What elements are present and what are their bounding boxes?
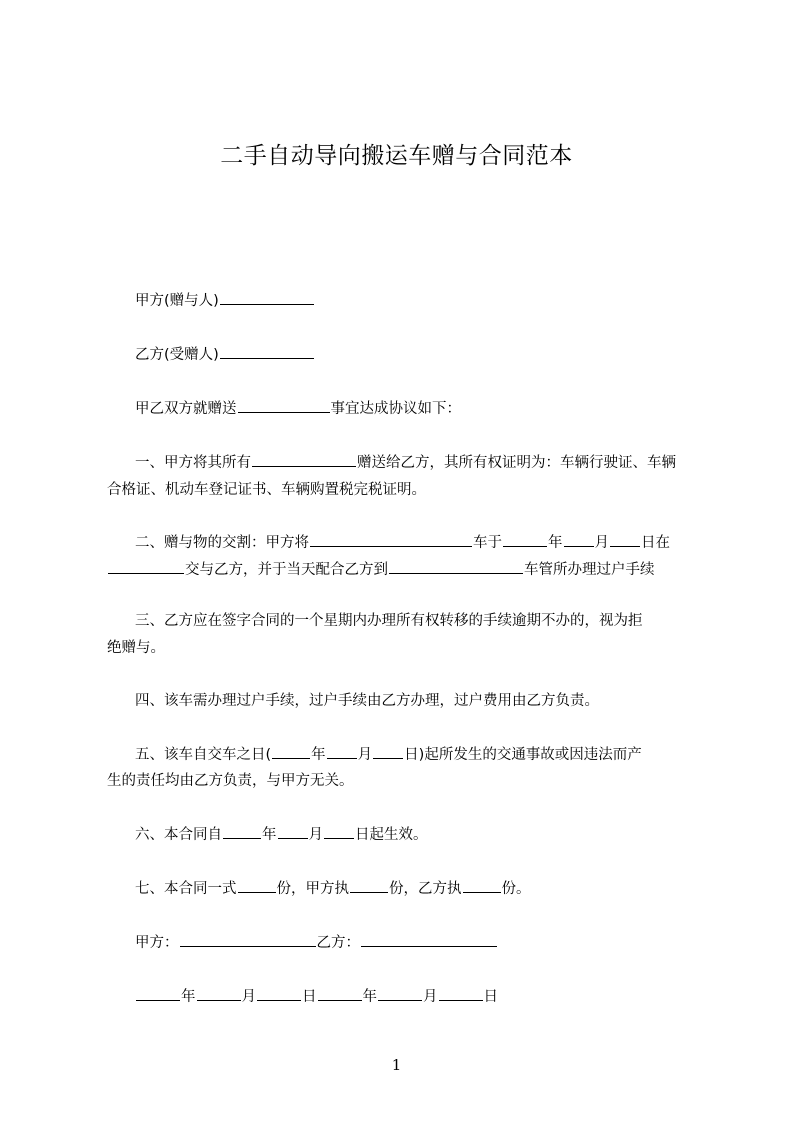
clause-5-year-label: 年	[311, 747, 326, 763]
clause-7-line	[107, 878, 735, 899]
clause-5-line-1	[107, 744, 735, 765]
party-a-date-month-blank[interactable]	[197, 986, 241, 1001]
party-a-label: 甲方(赠与人)	[135, 293, 219, 309]
party-a-blank[interactable]	[220, 290, 314, 305]
clause-2-text-end: 车管所办理过户手续	[524, 562, 655, 578]
clause-5-text: 五、该车自交车之日(	[135, 747, 272, 763]
page-number: 1	[391, 1056, 402, 1074]
party-a-date-month-label: 月	[241, 989, 256, 1005]
clause-2-place-blank[interactable]	[108, 559, 184, 574]
signature-party-b-label: 乙方：	[316, 935, 360, 951]
clause-3-line-2	[107, 638, 707, 658]
intro-text-end: 事宜达成协议如下：	[330, 401, 461, 417]
clause-2-text-car: 车于	[473, 535, 502, 551]
clause-7-party-a-text: 份，甲方执	[276, 881, 349, 897]
clause-5-year-blank[interactable]	[272, 744, 310, 759]
clause-5-day-blank[interactable]	[373, 744, 403, 759]
party-a-date-year-blank[interactable]	[136, 986, 180, 1001]
clause-6-text-end: 日起生效。	[355, 827, 428, 843]
party-b-date-day-blank[interactable]	[439, 986, 483, 1001]
clause-7-text: 七、本合同一式	[135, 881, 237, 897]
clause-2-month-label: 月	[594, 535, 609, 551]
clause-2-month-blank[interactable]	[564, 532, 594, 547]
clause-5-month-label: 月	[357, 747, 373, 763]
party-b-date-month-label: 月	[423, 989, 438, 1005]
clause-5-text-cont: 日)起所发生的交通事故或因违法而产	[404, 747, 642, 763]
clause-2-line-2	[107, 559, 707, 580]
gift-item-blank[interactable]	[238, 398, 330, 413]
clause-2-year-blank[interactable]	[503, 532, 547, 547]
signature-line	[107, 932, 735, 953]
party-a-date-day-label: 日	[302, 989, 317, 1005]
clause-7-party-a-copies-blank[interactable]	[350, 878, 388, 893]
signature-party-a-blank[interactable]	[180, 932, 316, 947]
clause-5-text-end: 生的责任均由乙方负责，与甲方无关。	[107, 773, 354, 789]
clause-7-party-b-text: 份，乙方执	[389, 881, 462, 897]
clause-3-text: 三、乙方应在签字合同的一个星期内办理所有权转移的手续逾期不办的，视为拒	[135, 613, 643, 629]
clause-6-month-label: 月	[308, 827, 323, 843]
party-b-date-day-label: 日	[483, 989, 498, 1005]
clause-2-line-1	[107, 532, 735, 553]
party-a-date-year-label: 年	[181, 989, 196, 1005]
signature-party-b-blank[interactable]	[361, 932, 497, 947]
clause-7-text-end: 份。	[501, 881, 531, 897]
clause-1-line-1	[107, 452, 735, 473]
clause-2-day-label: 日在	[641, 535, 670, 551]
intro-text: 甲乙双方就赠送	[135, 401, 237, 417]
clause-1-text: 一、甲方将其所有	[135, 455, 251, 471]
intro-line	[107, 398, 735, 419]
clause-6-year-label: 年	[262, 827, 277, 843]
clause-2-text: 二、赠与物的交割：甲方将	[135, 535, 309, 551]
clause-2-year-label: 年	[548, 535, 563, 551]
clause-4-line	[107, 691, 735, 711]
clause-1-line-2	[107, 480, 707, 500]
clause-5-line-2	[107, 771, 707, 791]
clause-1-vehicle-blank[interactable]	[252, 452, 356, 467]
clause-1-text-end: 合格证、机动车登记证书、车辆购置税完税证明。	[107, 482, 426, 498]
clause-3-text-end: 绝赠与。	[107, 640, 165, 656]
party-b-date-year-label: 年	[362, 989, 377, 1005]
clause-6-text: 六、本合同自	[135, 827, 222, 843]
clause-5-month-blank[interactable]	[327, 744, 357, 759]
party-b-label: 乙方(受赠人)	[135, 347, 219, 363]
signature-date-line	[107, 986, 735, 1007]
clause-1-text-cont: 赠送给乙方，其所有权证明为：车辆行驶证、车辆	[357, 455, 676, 471]
document-title: 二手自动导向搬运车赠与合同范本	[220, 143, 573, 169]
clause-4-text: 四、该车需办理过户手续，过户手续由乙方办理，过户费用由乙方负责。	[135, 693, 599, 709]
clause-6-line	[107, 824, 735, 845]
party-b-line	[107, 344, 735, 365]
clause-6-year-blank[interactable]	[223, 824, 261, 839]
clause-6-month-blank[interactable]	[278, 824, 308, 839]
party-b-date-year-blank[interactable]	[318, 986, 362, 1001]
clause-2-vehicle-blank[interactable]	[310, 532, 472, 547]
party-a-date-day-blank[interactable]	[257, 986, 301, 1001]
clause-2-day-blank[interactable]	[610, 532, 640, 547]
clause-3-line-1	[107, 611, 735, 631]
party-b-date-month-blank[interactable]	[378, 986, 422, 1001]
party-a-line	[107, 290, 735, 311]
clause-2-text-handover: 交与乙方，并于当天配合乙方到	[185, 562, 388, 578]
clause-7-party-b-copies-blank[interactable]	[463, 878, 501, 893]
signature-party-a-label: 甲方：	[135, 935, 179, 951]
clause-2-office-blank[interactable]	[389, 559, 523, 574]
clause-7-total-copies-blank[interactable]	[238, 878, 276, 893]
party-b-blank[interactable]	[220, 344, 314, 359]
clause-6-day-blank[interactable]	[324, 824, 354, 839]
